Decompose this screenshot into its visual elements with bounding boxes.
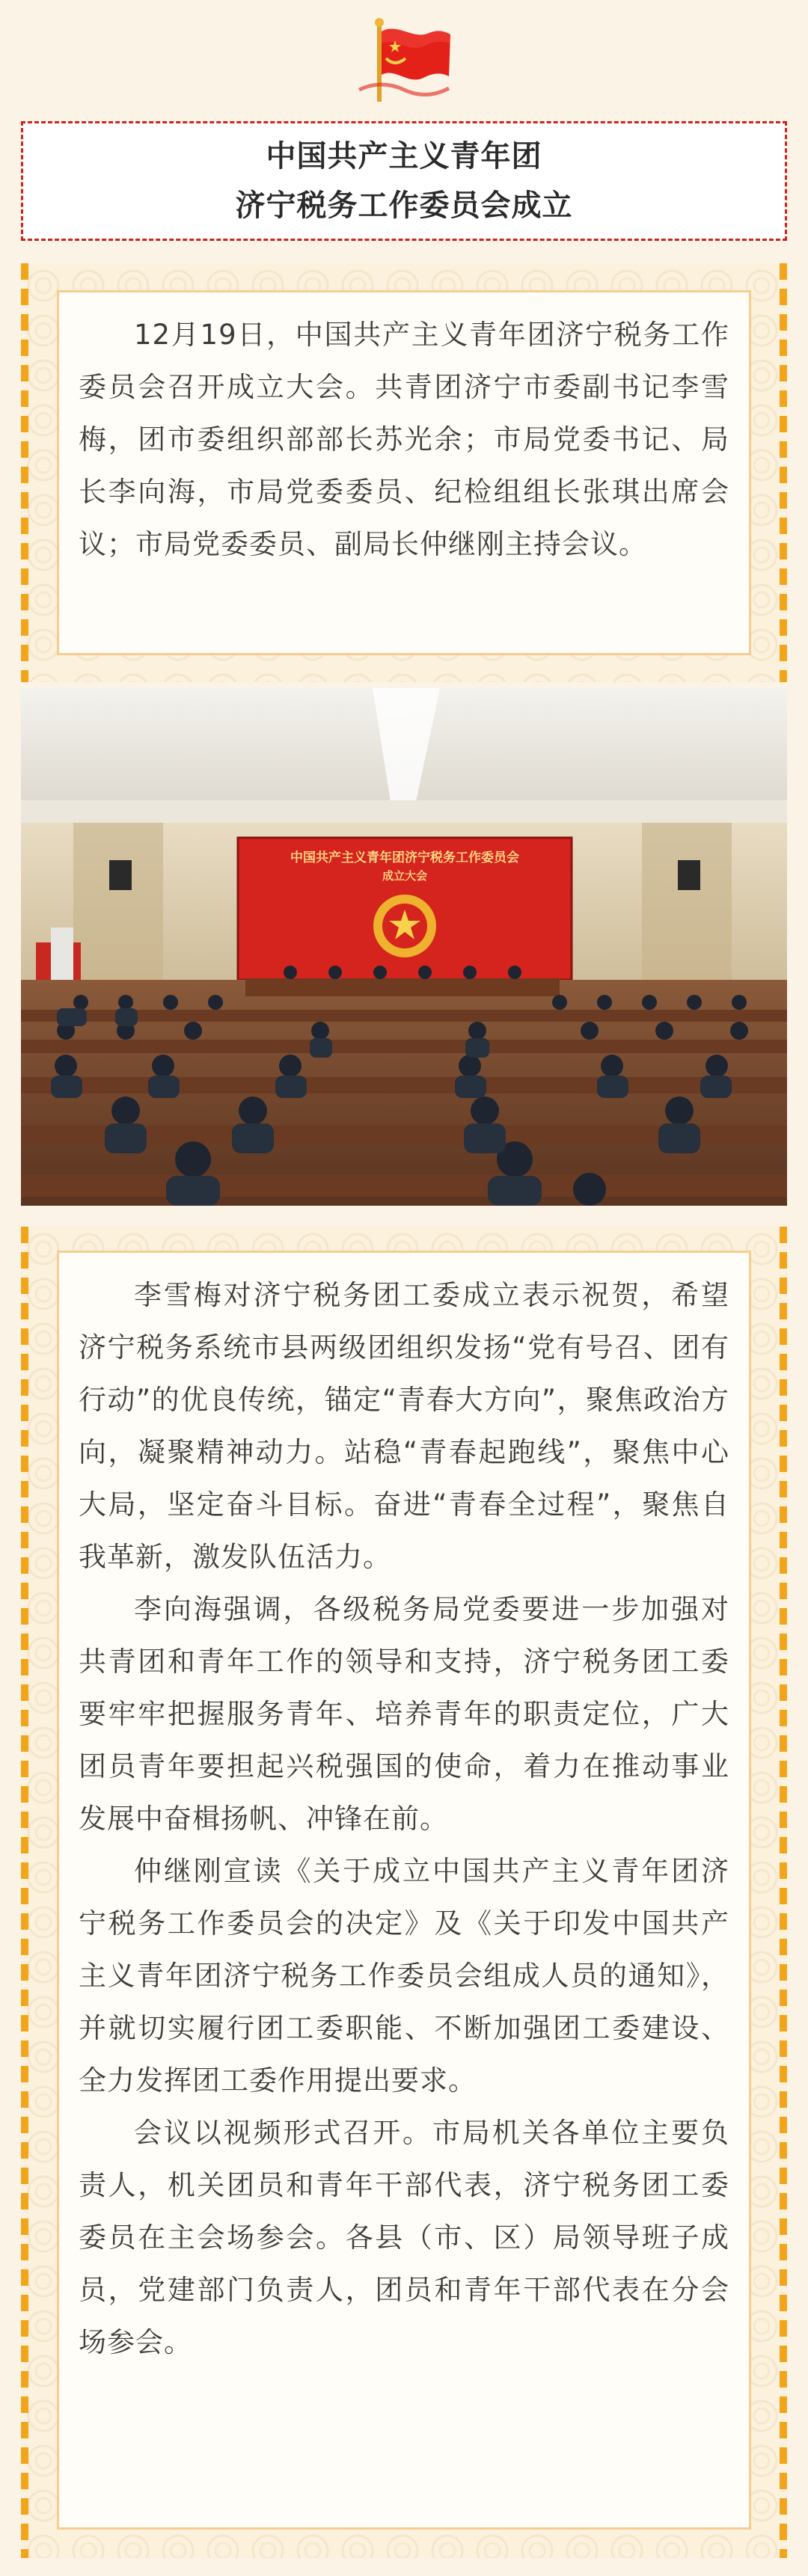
paragraph: 李向海强调，各级税务局党委要进一步加强对共青团和青年工作的领导和支持，济宁税务团工委要牢牢把握服务青年、培养青年的职责定位，广大团员青年要担起兴税强国的使命，着力在推动事业发展中奋楫扬帆、冲锋在前。 xyxy=(79,1593,729,1835)
body-card xyxy=(57,1251,751,2530)
screen-banner-line-1: 中国共产主义青年团济宁税务工作委员会 xyxy=(290,850,519,865)
dashed-border-left xyxy=(21,1227,28,2558)
paragraph: 会议以视频形式召开。市局机关各单位主要负责人，机关团员和青年干部代表，济宁税务团工委委员在主会场参会。各县（市、区）局领导班子成员，党建部门负责人，团员和青年干部代表在分会场参会。 xyxy=(79,2117,729,2358)
dashed-border-right xyxy=(780,263,787,682)
paragraph: 仲继刚宣读《关于成立中国共产主义青年团济宁税务工作委员会的决定》及《关于印发中国共产主义青年团济宁税务工作委员会组成人员的通知》，并就切实履行团工委职能、不断加强团工委建设、全力发挥团工委作用提出要求。 xyxy=(79,1855,729,2097)
title-line-1: 中国共产主义青年团 xyxy=(266,139,542,174)
dashed-border-left xyxy=(21,263,28,682)
paragraph: 李雪梅对济宁税务团工委成立表示祝贺，希望济宁税务系统市县两级团组织发扬“党有号召、团有行动”的优良传统，锚定“青春大方向”，聚焦政治方向，凝聚精神动力。站稳“青春起跑线”，聚焦中心大局，坚定奋斗目标。奋进“青春全过程”，聚焦自我革新，激发队伍活力。 xyxy=(79,1279,729,1573)
title-line-2: 济宁税务工作委员会成立 xyxy=(235,188,573,223)
party-flag-icon xyxy=(352,15,456,105)
title-box xyxy=(21,121,787,241)
screen-banner-line-2: 成立大会 xyxy=(382,869,428,883)
meeting-photo xyxy=(21,688,787,1206)
dashed-border-right xyxy=(780,1227,787,2558)
intro-card xyxy=(57,290,751,655)
intro-section xyxy=(21,263,787,682)
paragraph: 12月19日，中国共产主义青年团济宁税务工作委员会召开成立大会。共青团济宁市委副书记李雪梅，团市委组织部部长苏光余；市局党委书记、局长李向海，市局党委委员、纪检组组长张琪出席会议；市局党委委员、副局长仲继刚主持会议。 xyxy=(79,319,729,560)
body-section xyxy=(21,1227,787,2558)
